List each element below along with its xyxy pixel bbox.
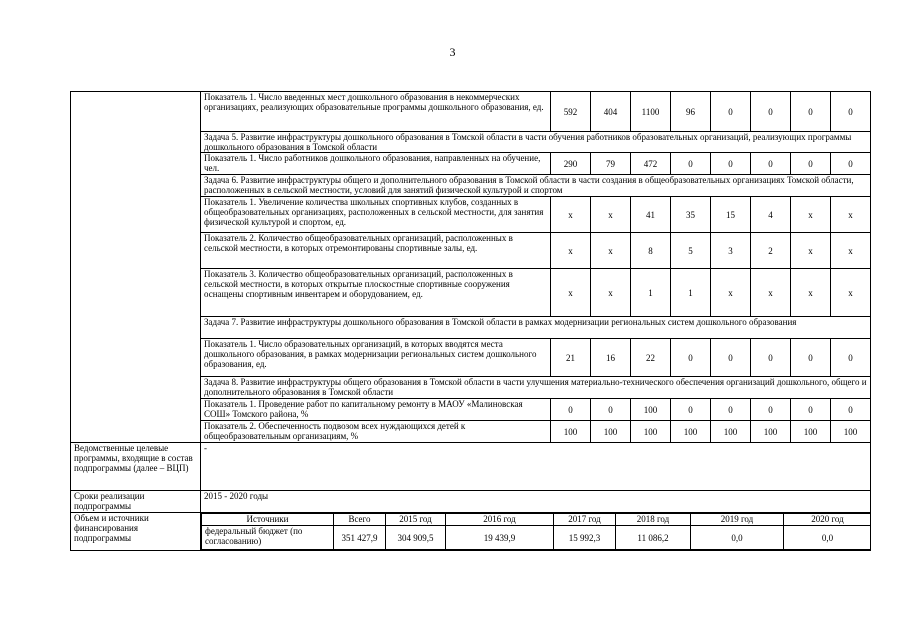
left-blank-cell [71, 421, 201, 443]
financing-value: 19 439,9 [446, 526, 554, 550]
financing-header-row [202, 514, 871, 526]
task-label: Задача 7. Развитие инфраструктуры дошкольного образования в Томской области в рамках модернизации региональных систем дошкольного образования [201, 317, 871, 339]
left-blank-cell [71, 233, 201, 269]
financing-value: 11 086,2 [616, 526, 691, 550]
financing-label: Объем и источники финансирования подпрограммы [71, 513, 201, 551]
indicator-value: 35 [671, 197, 711, 233]
vcp-value: - [201, 443, 871, 491]
task-label: Задача 5. Развитие инфраструктуры дошкольного образования в Томской области в части обучения работников образовательных организаций, реализующих программы дошкольного образования в Томской области [201, 132, 871, 153]
left-blank-cell [71, 92, 201, 132]
indicator-value: 21 [551, 339, 591, 377]
indicator-value: х [831, 269, 871, 317]
indicator-value: 96 [671, 92, 711, 132]
indicator-value: 100 [791, 421, 831, 443]
indicator-row [71, 233, 871, 269]
indicator-value: 1100 [631, 92, 671, 132]
indicator-value: х [751, 269, 791, 317]
indicator-value: 290 [551, 153, 591, 175]
indicator-row [71, 197, 871, 233]
left-blank-cell [71, 399, 201, 421]
page-number: 3 [449, 45, 456, 59]
indicator-value: х [831, 197, 871, 233]
indicator-label: Показатель 1. Число образовательных организаций, в которых вводятся места дошкольного образования, в рамках модернизации региональных систем дошкольного образования, ед. [201, 339, 551, 377]
task-row [71, 175, 871, 197]
left-blank-cell [71, 339, 201, 377]
indicator-value: 592 [551, 92, 591, 132]
indicator-label: Показатель 1. Число введенных мест дошкольного образования в некоммерческих организациях, реализующих образовательные программы дошкольного образования, ед. [201, 92, 551, 132]
indicator-value: 0 [671, 339, 711, 377]
indicator-value: 100 [831, 421, 871, 443]
financing-header-cell: Источники [202, 514, 334, 526]
left-blank-cell [71, 377, 201, 399]
indicator-value: 100 [591, 421, 631, 443]
financing-value: 351 427,9 [334, 526, 386, 550]
indicator-value: 0 [671, 399, 711, 421]
indicator-label: Показатель 1. Увеличение количества школьных спортивных клубов, созданных в общеобразовательных организациях, расположенных в сельской местности, для занятия физической культурой и спортом, ед. [201, 197, 551, 233]
indicator-value: 15 [711, 197, 751, 233]
indicator-value: 100 [551, 421, 591, 443]
indicator-value: 0 [671, 153, 711, 175]
indicator-label: Показатель 1. Проведение работ по капитальному ремонту в МАОУ «Малиновская СОШ» Томского района, % [201, 399, 551, 421]
financing-value: 304 909,5 [386, 526, 446, 550]
task-row [71, 317, 871, 339]
indicator-value: 0 [831, 92, 871, 132]
indicator-value: х [791, 233, 831, 269]
indicator-value: 100 [751, 421, 791, 443]
indicator-value: 3 [711, 233, 751, 269]
indicator-value: х [551, 269, 591, 317]
indicator-value: 0 [591, 399, 631, 421]
indicator-value: 79 [591, 153, 631, 175]
task-label: Задача 8. Развитие инфраструктуры общего образования в Томской области в части улучшения материально-технического обеспечения организаций дошкольного, общего и дополнительного образования в Томской области [201, 377, 871, 399]
financing-table [201, 513, 871, 550]
task-row [71, 377, 871, 399]
financing-header-cell: 2018 год [616, 514, 691, 526]
indicator-value: 100 [711, 421, 751, 443]
financing-header-cell: Всего [334, 514, 386, 526]
indicator-value: 0 [791, 399, 831, 421]
indicator-row [71, 92, 871, 132]
indicator-value: 0 [831, 399, 871, 421]
indicator-row [71, 399, 871, 421]
indicator-value: 1 [671, 269, 711, 317]
indicator-value: 100 [631, 399, 671, 421]
indicator-value: 0 [831, 153, 871, 175]
indicator-label: Показатель 2. Количество общеобразовательных организаций, расположенных в сельской местности, в которых отремонтированы спортивные залы, ед. [201, 233, 551, 269]
indicator-value: 0 [711, 339, 751, 377]
indicator-value: 0 [751, 92, 791, 132]
indicator-value: х [711, 269, 751, 317]
indicator-value: 0 [751, 339, 791, 377]
indicator-value: 4 [751, 197, 791, 233]
financing-value: 15 992,3 [554, 526, 616, 550]
indicator-value: 1 [631, 269, 671, 317]
financing-row [71, 513, 871, 551]
left-blank-cell [71, 175, 201, 197]
period-value: 2015 - 2020 годы [201, 491, 871, 513]
indicator-value: 404 [591, 92, 631, 132]
indicator-label: Показатель 1. Число работников дошкольного образования, направленных на обучение, чел. [201, 153, 551, 175]
indicator-value: х [831, 233, 871, 269]
indicator-value: 22 [631, 339, 671, 377]
indicator-row [71, 153, 871, 175]
subprogram-passport-table [70, 91, 871, 551]
indicator-row [71, 269, 871, 317]
indicator-value: х [591, 233, 631, 269]
period-row [71, 491, 871, 513]
financing-header-cell: 2016 год [446, 514, 554, 526]
left-blank-cell [71, 197, 201, 233]
indicator-value: 41 [631, 197, 671, 233]
indicator-value: 0 [751, 399, 791, 421]
indicator-value: х [551, 197, 591, 233]
task-row [71, 132, 871, 153]
indicator-value: х [551, 233, 591, 269]
indicator-value: 100 [671, 421, 711, 443]
financing-header-cell: 2020 год [784, 514, 871, 526]
period-label: Сроки реализации подпрограммы [71, 491, 201, 513]
indicator-value: х [591, 197, 631, 233]
financing-data-row [202, 526, 871, 550]
indicator-value: 0 [711, 153, 751, 175]
indicator-value: 0 [751, 153, 791, 175]
indicator-value: 8 [631, 233, 671, 269]
financing-header-cell: 2015 год [386, 514, 446, 526]
indicator-value: 0 [791, 339, 831, 377]
left-blank-cell [71, 132, 201, 153]
indicator-row [71, 339, 871, 377]
left-blank-cell [71, 153, 201, 175]
indicator-value: х [591, 269, 631, 317]
indicator-value: 16 [591, 339, 631, 377]
financing-value: 0,0 [691, 526, 784, 550]
indicator-value: 0 [551, 399, 591, 421]
indicator-label: Показатель 3. Количество общеобразовательных организаций, расположенных в сельской местности, в которых открытые плоскостные спортивные сооружения оснащены спортивным инвентарем и оборудованием, ед. [201, 269, 551, 317]
indicator-value: 0 [791, 92, 831, 132]
financing-header-cell: 2019 год [691, 514, 784, 526]
indicator-value: х [791, 269, 831, 317]
indicator-value: 0 [711, 92, 751, 132]
indicator-value: 2 [751, 233, 791, 269]
indicator-row [71, 421, 871, 443]
indicator-value: х [791, 197, 831, 233]
indicator-label: Показатель 2. Обеспеченность подвозом всех нуждающихся детей к общеобразовательным организациям, % [201, 421, 551, 443]
indicator-value: 5 [671, 233, 711, 269]
vcp-label: Ведомственные целевые программы, входящие в состав подпрограммы (далее – ВЦП) [71, 443, 201, 491]
indicator-value: 0 [791, 153, 831, 175]
financing-value: 0,0 [784, 526, 871, 550]
indicator-value: 0 [711, 399, 751, 421]
left-blank-cell [71, 269, 201, 317]
indicator-value: 0 [831, 339, 871, 377]
left-blank-cell [71, 317, 201, 339]
indicator-value: 472 [631, 153, 671, 175]
financing-source: федеральный бюджет (по согласованию) [202, 526, 334, 550]
financing-header-cell: 2017 год [554, 514, 616, 526]
indicator-value: 100 [631, 421, 671, 443]
task-label: Задача 6. Развитие инфраструктуры общего и дополнительного образования в Томской области в части создания в общеобразовательных организациях Томской области, расположенных в сельской местности, условий для занятий физической культурой и спортом [201, 175, 871, 197]
vcp-row [71, 443, 871, 491]
